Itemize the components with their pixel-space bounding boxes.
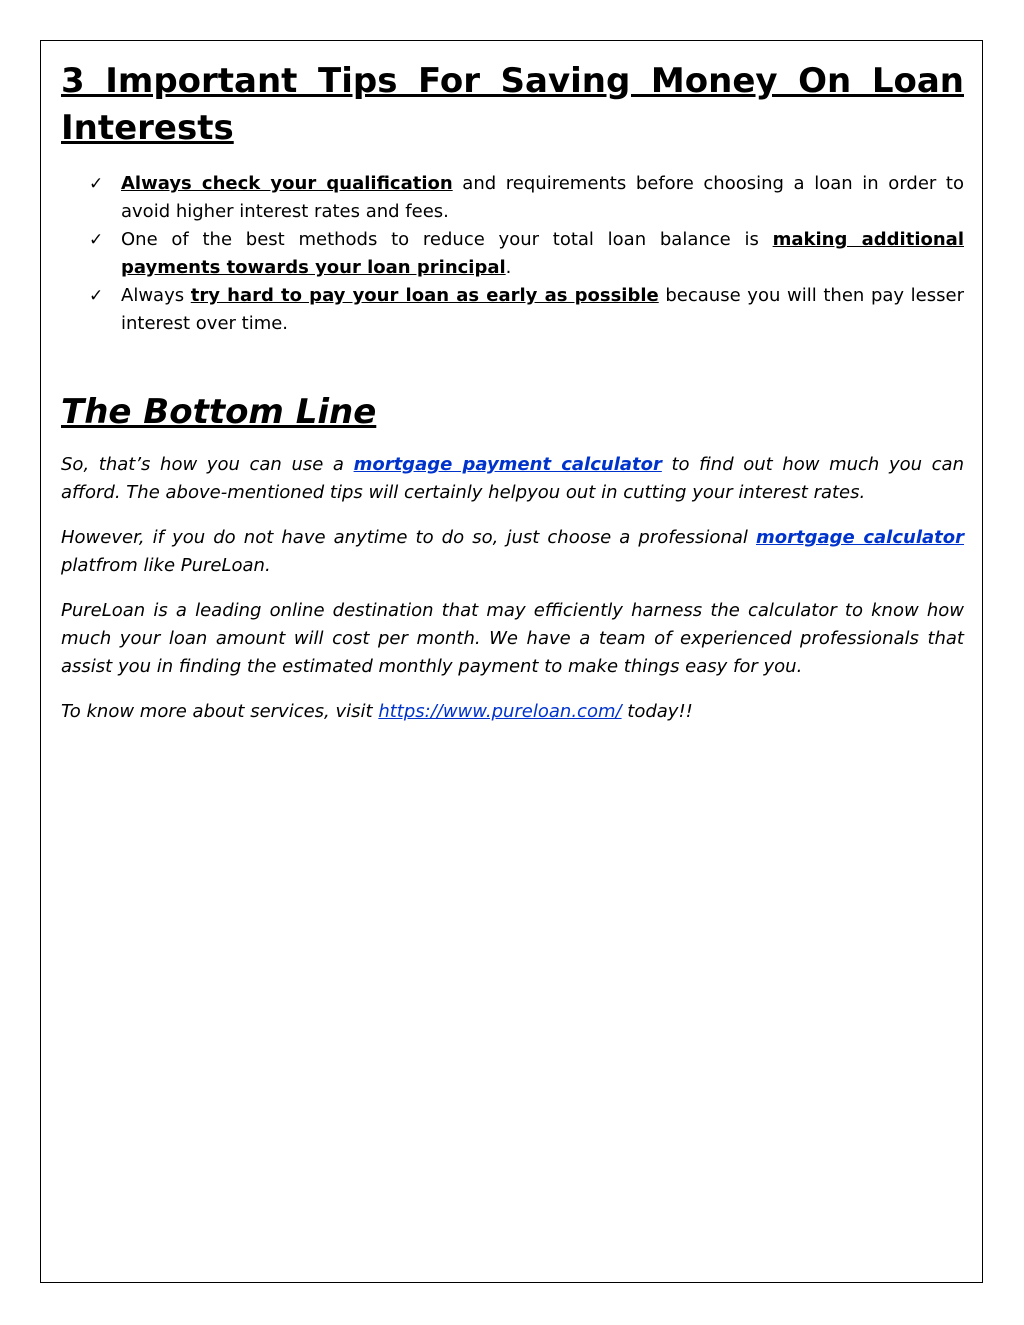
tip-text: and requirements before choosing a loan in order to avoid higher interest rates and fees. (121, 173, 964, 222)
list-item (61, 282, 964, 338)
tips-list (61, 170, 964, 338)
paragraph (61, 451, 964, 507)
tip-emphasis: Always check your qualification (121, 173, 453, 194)
paragraph-text: So, that’s how you can use a (61, 454, 354, 475)
section-heading: The Bottom Line (61, 392, 377, 432)
tip-emphasis: try hard to pay your loan as early as possible (190, 285, 659, 306)
tip-emphasis: making additional payments towards your loan principal (121, 229, 964, 278)
page-title (61, 58, 964, 152)
tip-text: One of the best methods to reduce your total loan balance is (121, 229, 773, 250)
tip-text: Always (121, 285, 191, 306)
paragraph-text: To know more about services, visit (61, 701, 379, 722)
checkmark-icon: ✓ (89, 286, 104, 306)
document-body (61, 58, 964, 726)
tip-text: . (505, 257, 512, 278)
list-item (61, 170, 964, 226)
tip-text: because you will then pay lesser interest over time. (121, 285, 964, 334)
checkmark-icon: ✓ (89, 174, 104, 194)
mortgage-calculator-link[interactable]: mortgage calculator (755, 527, 964, 548)
title-line-2: Interests (61, 108, 234, 148)
list-item (61, 226, 964, 282)
paragraph-text: today!! (621, 701, 693, 722)
mortgage-payment-calculator-link[interactable]: mortgage payment calculator (353, 454, 662, 475)
paragraph-text: to find out how much you can afford. The above-mentioned tips will certainly helpyou out in cutting your interest rates. (61, 454, 964, 503)
paragraph-text: However, if you do not have anytime to do so, just choose a professional (61, 527, 756, 548)
paragraph-text: platfrom like PureLoan. (61, 555, 271, 576)
title-line-1: 3 Important Tips For Saving Money On Loan (61, 61, 964, 101)
pureloan-website-link[interactable]: https://www.pureloan.com/ (378, 701, 622, 722)
paragraph: PureLoan is a leading online destination that may efficiently harness the calculator to know how much your loan amount will cost per month. We have a team of experienced professionals that assist you in finding the estimated monthly payment to make things easy for you. (61, 600, 964, 677)
checkmark-icon: ✓ (89, 230, 104, 250)
paragraph (61, 698, 964, 726)
paragraph (61, 524, 964, 580)
